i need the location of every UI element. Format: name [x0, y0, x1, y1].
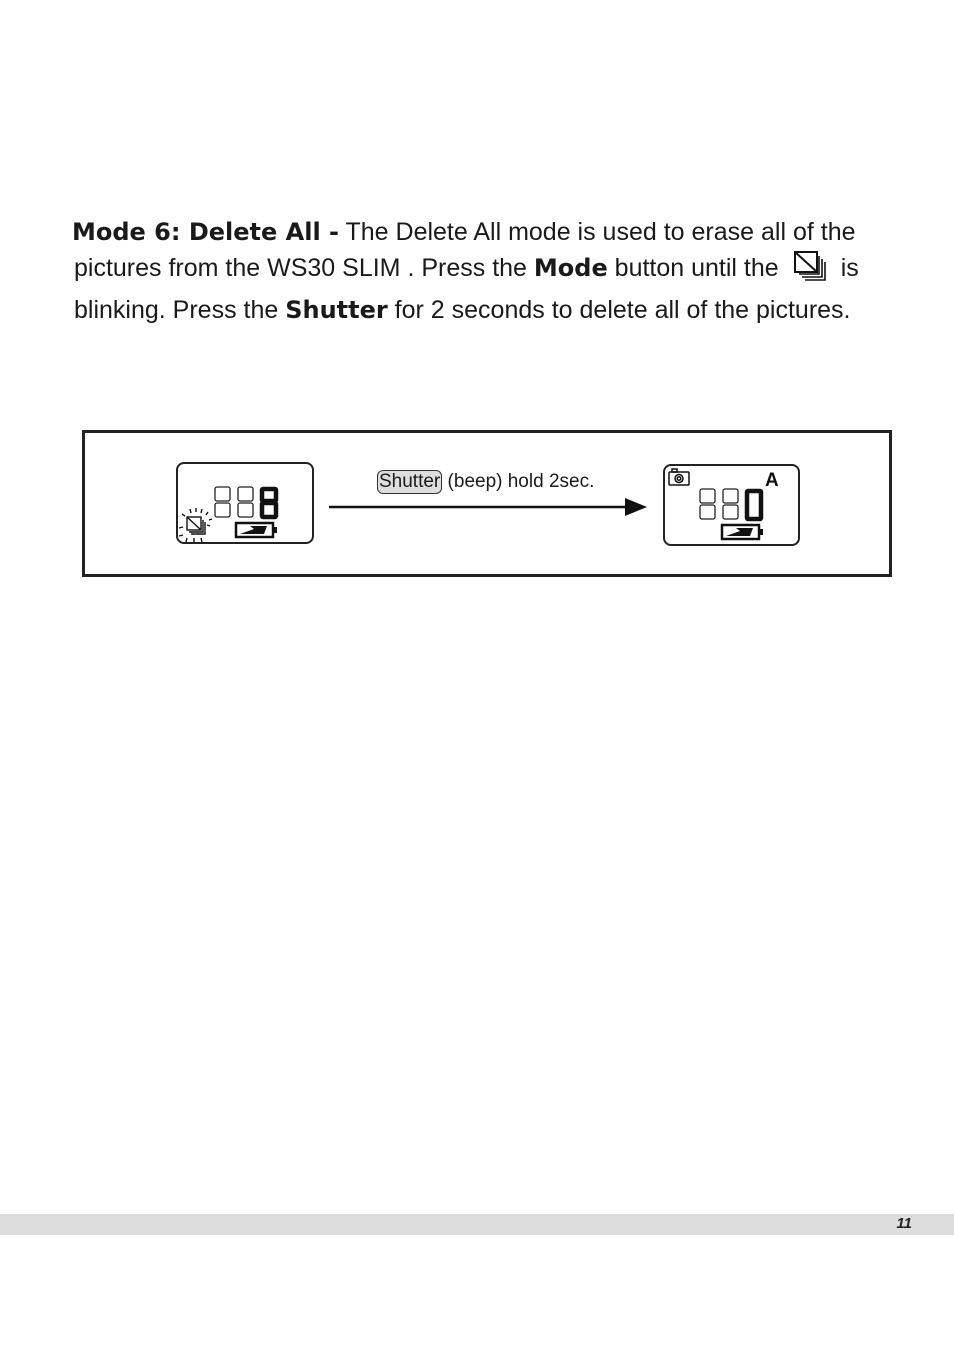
line2-text-c: is — [840, 254, 859, 282]
delete-all-diagram — [82, 430, 892, 577]
paragraph-line-1 — [72, 214, 892, 250]
mode-letter: A — [765, 470, 779, 491]
arrow-right — [329, 496, 649, 523]
line1-text: The Delete All mode is used to erase all of the — [339, 218, 856, 246]
mode-button-name: Mode — [533, 254, 608, 282]
shutter-button-name: Shutter — [285, 296, 388, 324]
line2-text-b: button until the — [607, 254, 779, 282]
lcd-before — [176, 462, 316, 551]
paragraph-line-3 — [72, 292, 892, 328]
line3-text-a: blinking. Press the — [74, 296, 286, 324]
delete-all-icon — [793, 250, 827, 292]
line2-text-a: pictures from the WS30 SLIM . Press the — [74, 254, 534, 282]
footer-bar — [0, 1214, 954, 1235]
lcd-after — [663, 464, 803, 553]
action-caption — [377, 470, 594, 494]
action-text: (beep) hold 2sec. — [442, 471, 595, 492]
mode-heading: Mode 6: Delete All - — [72, 218, 339, 246]
line3-text-b: for 2 seconds to delete all of the pictures. — [387, 296, 851, 324]
shutter-button-label: Shutter — [379, 471, 441, 492]
delete-all-description — [72, 214, 892, 328]
paragraph-line-2 — [72, 250, 892, 292]
page-number: 11 — [896, 1215, 912, 1232]
